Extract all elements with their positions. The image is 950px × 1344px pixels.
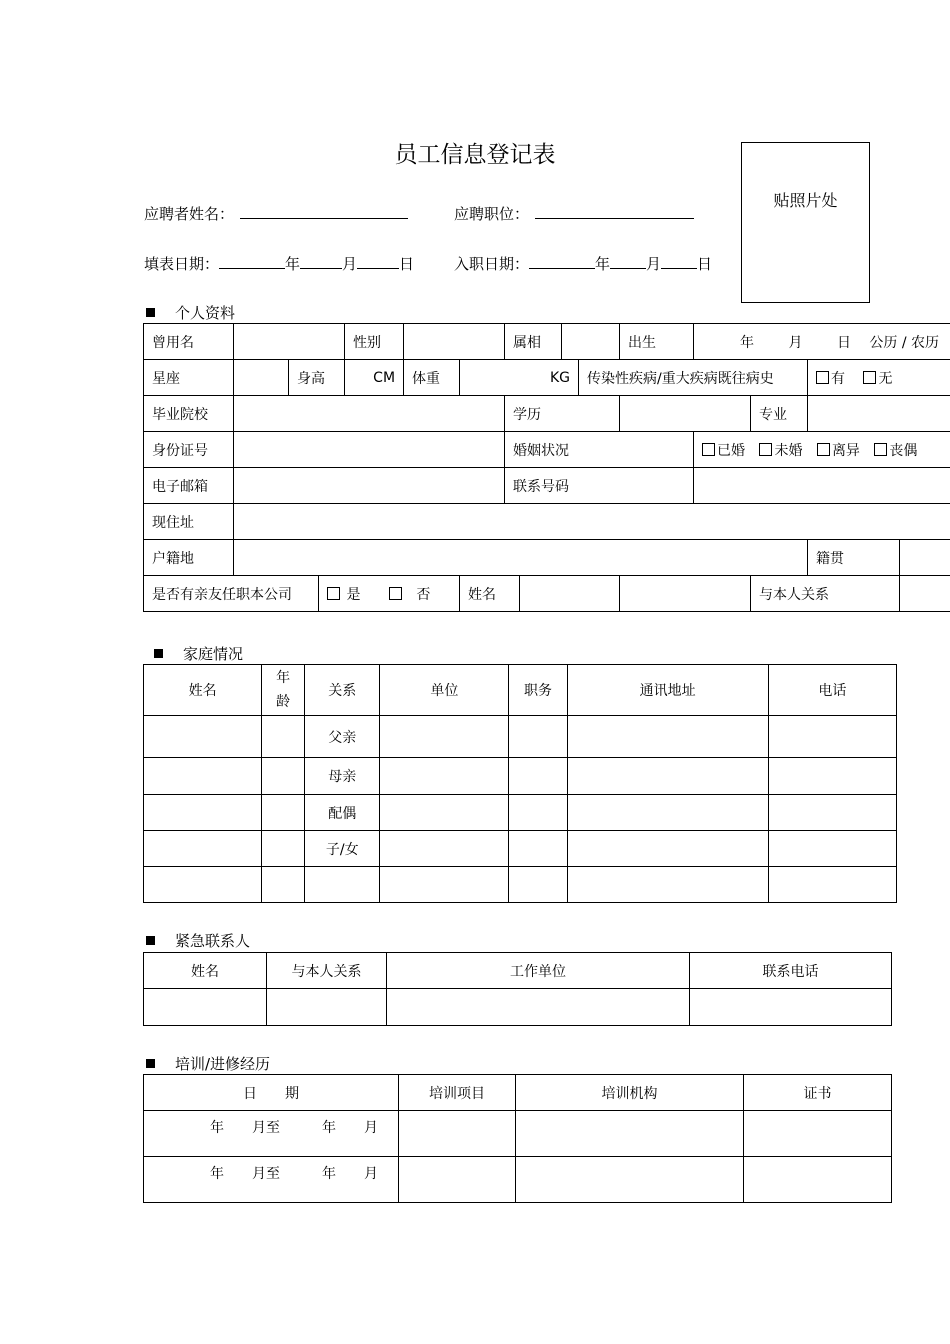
- family-phone-cell[interactable]: [768, 716, 896, 758]
- table-row: [144, 758, 897, 795]
- major-field[interactable]: [808, 396, 950, 432]
- family-table: [143, 664, 897, 903]
- id-number-field[interactable]: [234, 432, 505, 468]
- height-unit: CM: [373, 369, 396, 386]
- emergency-header-name: 姓名: [144, 953, 267, 989]
- table-header-row: [144, 953, 892, 989]
- weight-unit: KG: [550, 369, 571, 386]
- entry-day-label: 日: [697, 255, 713, 273]
- training-certificate-cell[interactable]: [744, 1111, 892, 1157]
- major-label: 专业: [751, 396, 808, 432]
- entry-date-label: 入职日期：: [454, 255, 530, 273]
- alias-label: 曾用名: [144, 324, 234, 360]
- family-age-cell[interactable]: [262, 758, 305, 795]
- family-position-cell[interactable]: [509, 758, 567, 795]
- emergency-header-relation: 与本人关系: [267, 953, 387, 989]
- gender-label: 性别: [345, 324, 404, 360]
- address-label: 现住址: [144, 504, 234, 540]
- family-relation-cell[interactable]: [305, 867, 380, 903]
- training-project-cell[interactable]: [399, 1157, 516, 1203]
- header-age-line1: 年: [276, 670, 291, 686]
- training-header-certificate: 证书: [744, 1075, 892, 1111]
- fill-month-label: 月: [342, 255, 358, 273]
- entry-year-field[interactable]: [529, 254, 595, 269]
- zodiac-field[interactable]: [562, 324, 620, 360]
- section-family: [154, 643, 243, 664]
- relative-relation-label: 与本人关系: [751, 576, 900, 612]
- emergency-phone-cell[interactable]: [690, 989, 892, 1026]
- training-project-cell[interactable]: [399, 1111, 516, 1157]
- emergency-header-phone: 联系电话: [690, 953, 892, 989]
- bullet-icon: [146, 1059, 155, 1068]
- constellation-label: 星座: [144, 360, 234, 396]
- relative-name-field[interactable]: [520, 576, 620, 612]
- native-place-field[interactable]: [900, 540, 950, 576]
- hukou-label: 户籍地: [144, 540, 234, 576]
- disease-yes-checkbox[interactable]: [816, 371, 829, 384]
- constellation-field[interactable]: [234, 360, 289, 396]
- divorced-checkbox[interactable]: [817, 443, 830, 456]
- family-position-cell[interactable]: [509, 795, 567, 831]
- gender-field[interactable]: [404, 324, 505, 360]
- training-header-date: 日 期: [144, 1075, 399, 1111]
- section-training-title: 培训/进修经历: [175, 1055, 271, 1073]
- entry-date-row: [454, 253, 712, 274]
- alias-field[interactable]: [234, 324, 345, 360]
- table-row: [144, 989, 892, 1026]
- relatives-label: 是否有亲友任职本公司: [144, 576, 319, 612]
- weight-label: 体重: [404, 360, 460, 396]
- married-checkbox[interactable]: [702, 443, 715, 456]
- table-row: [144, 1157, 892, 1203]
- table-row: [144, 831, 897, 867]
- section-personal: [146, 302, 235, 323]
- fill-date-row: [144, 253, 414, 274]
- bullet-icon: [146, 936, 155, 945]
- training-institution-cell[interactable]: [516, 1157, 744, 1203]
- section-emergency-title: 紧急联系人: [175, 932, 251, 950]
- relatives-yes-checkbox[interactable]: [327, 587, 340, 600]
- personal-table: [143, 323, 950, 612]
- family-address-cell[interactable]: [567, 867, 768, 903]
- section-personal-title: 个人资料: [175, 304, 236, 322]
- education-label: 学历: [505, 396, 620, 432]
- training-certificate-cell[interactable]: [744, 1157, 892, 1203]
- fill-year-label: 年: [285, 255, 301, 273]
- fill-month-field[interactable]: [300, 254, 342, 269]
- entry-year-label: 年: [595, 255, 611, 273]
- family-age-cell[interactable]: [262, 716, 305, 758]
- page-title: 员工信息登记表: [394, 142, 556, 168]
- education-field[interactable]: [620, 396, 751, 432]
- training-institution-cell[interactable]: [516, 1111, 744, 1157]
- header-phone: 电话: [768, 665, 896, 716]
- id-number-label: 身份证号: [144, 432, 234, 468]
- emergency-table: [143, 952, 892, 1026]
- phone-label: 联系号码: [505, 468, 694, 504]
- table-row: [144, 504, 950, 540]
- bullet-icon: [154, 649, 163, 658]
- family-position-cell[interactable]: [509, 831, 567, 867]
- family-name-cell[interactable]: [144, 758, 262, 795]
- address-field[interactable]: [234, 504, 950, 540]
- relative-name-label: 姓名: [460, 576, 520, 612]
- entry-month-label: 月: [646, 255, 662, 273]
- native-place-label: 籍贯: [808, 540, 900, 576]
- disease-history-label: 传染性疾病/重大疾病既往病史: [579, 360, 808, 396]
- emergency-employer-cell[interactable]: [387, 989, 690, 1026]
- relative-name-field-2[interactable]: [620, 576, 751, 612]
- fill-day-label: 日: [399, 255, 415, 273]
- table-row: [144, 468, 950, 504]
- training-date-cell[interactable]: 年 月至 年 月: [144, 1157, 399, 1203]
- birth-field[interactable]: [694, 324, 950, 360]
- unmarried-checkbox[interactable]: [759, 443, 772, 456]
- fill-year-field[interactable]: [219, 254, 285, 269]
- family-address-cell[interactable]: [567, 716, 768, 758]
- school-label: 毕业院校: [144, 396, 234, 432]
- family-address-cell[interactable]: [567, 758, 768, 795]
- table-row: [144, 1111, 892, 1157]
- fill-date-label: 填表日期：: [144, 255, 220, 273]
- birth-day-label: 日: [836, 334, 851, 351]
- header-name: 姓名: [144, 665, 262, 716]
- fill-day-field[interactable]: [357, 254, 399, 269]
- section-emergency: [146, 930, 250, 951]
- widowed-checkbox[interactable]: [874, 443, 887, 456]
- header-relation: 关系: [305, 665, 380, 716]
- applicant-name-field[interactable]: [240, 204, 408, 219]
- header-age: [262, 665, 305, 716]
- position-field[interactable]: [535, 204, 694, 219]
- entry-day-field[interactable]: [661, 254, 697, 269]
- disease-no-label: 无: [878, 370, 893, 387]
- disease-yes-label: 有: [831, 370, 846, 387]
- phone-field[interactable]: [694, 468, 950, 504]
- disease-no-checkbox[interactable]: [863, 371, 876, 384]
- relatives-options: [319, 576, 460, 612]
- family-address-cell[interactable]: [567, 795, 768, 831]
- birth-month-label: 月: [788, 334, 803, 351]
- relatives-no-checkbox[interactable]: [389, 587, 402, 600]
- table-row: [144, 576, 950, 612]
- photo-placeholder[interactable]: [741, 142, 870, 303]
- widowed-label: 丧偶: [889, 442, 918, 459]
- family-name-cell[interactable]: [144, 831, 262, 867]
- header-unit: 单位: [380, 665, 509, 716]
- family-phone-cell[interactable]: [768, 758, 896, 795]
- training-header-institution: 培训机构: [516, 1075, 744, 1111]
- table-row: [144, 396, 950, 432]
- unmarried-label: 未婚: [774, 442, 803, 459]
- training-header-project: 培训项目: [399, 1075, 516, 1111]
- table-header-row: [144, 665, 897, 716]
- table-row: [144, 360, 950, 396]
- marital-options: [694, 432, 950, 468]
- relative-relation-field[interactable]: [900, 576, 950, 612]
- family-unit-cell[interactable]: [380, 716, 509, 758]
- applicant-name-row: [144, 203, 408, 224]
- emergency-header-employer: 工作单位: [387, 953, 690, 989]
- table-row: [144, 324, 950, 360]
- disease-history-options: [808, 360, 950, 396]
- divorced-label: 离异: [831, 442, 860, 459]
- table-row: [144, 867, 897, 903]
- table-row: [144, 540, 950, 576]
- family-address-cell[interactable]: [567, 831, 768, 867]
- family-relation-cell: 配偶: [305, 795, 380, 831]
- family-age-cell[interactable]: [262, 831, 305, 867]
- marital-label: 婚姻状况: [505, 432, 694, 468]
- family-phone-cell[interactable]: [768, 831, 896, 867]
- entry-month-field[interactable]: [610, 254, 646, 269]
- family-age-cell[interactable]: [262, 795, 305, 831]
- section-training: [146, 1053, 270, 1074]
- family-unit-cell[interactable]: [380, 758, 509, 795]
- header-age-line2: 龄: [276, 694, 291, 710]
- training-date-cell[interactable]: 年 月至 年 月: [144, 1111, 399, 1157]
- height-label: 身高: [289, 360, 345, 396]
- family-phone-cell[interactable]: [768, 795, 896, 831]
- birth-year-label: 年: [740, 334, 755, 351]
- family-position-cell[interactable]: [509, 867, 567, 903]
- emergency-name-cell[interactable]: [144, 989, 267, 1026]
- family-age-cell[interactable]: [262, 867, 305, 903]
- height-field[interactable]: [345, 360, 404, 396]
- school-field[interactable]: [234, 396, 505, 432]
- bullet-icon: [146, 308, 155, 317]
- family-position-cell[interactable]: [509, 716, 567, 758]
- zodiac-label: 属相: [505, 324, 562, 360]
- header-position: 职务: [509, 665, 567, 716]
- family-name-cell[interactable]: [144, 867, 262, 903]
- family-unit-cell[interactable]: [380, 867, 509, 903]
- family-phone-cell[interactable]: [768, 867, 896, 903]
- relatives-yes-label: 是: [346, 586, 361, 603]
- weight-field[interactable]: [460, 360, 579, 396]
- training-table: [143, 1074, 892, 1203]
- emergency-relation-cell[interactable]: [267, 989, 387, 1026]
- family-relation-cell: 母亲: [305, 758, 380, 795]
- position-label: 应聘职位：: [454, 205, 530, 223]
- header-address: 通讯地址: [567, 665, 768, 716]
- family-unit-cell[interactable]: [380, 795, 509, 831]
- family-relation-cell: 父亲: [305, 716, 380, 758]
- hukou-field[interactable]: [234, 540, 808, 576]
- family-name-cell[interactable]: [144, 795, 262, 831]
- calendar-label: 公历 / 农历: [869, 334, 940, 351]
- section-family-title: 家庭情况: [183, 645, 244, 663]
- table-row: [144, 432, 950, 468]
- photo-label: 贴照片处: [773, 191, 838, 210]
- birth-label: 出生: [620, 324, 694, 360]
- family-relation-cell: 子/女: [305, 831, 380, 867]
- position-row: [454, 203, 694, 224]
- relatives-no-label: 否: [416, 586, 431, 603]
- family-unit-cell[interactable]: [380, 831, 509, 867]
- applicant-name-label: 应聘者姓名：: [144, 205, 235, 223]
- table-header-row: [144, 1075, 892, 1111]
- family-name-cell[interactable]: [144, 716, 262, 758]
- email-field[interactable]: [234, 468, 505, 504]
- table-row: [144, 795, 897, 831]
- table-row: [144, 716, 897, 758]
- married-label: 已婚: [717, 442, 746, 459]
- email-label: 电子邮箱: [144, 468, 234, 504]
